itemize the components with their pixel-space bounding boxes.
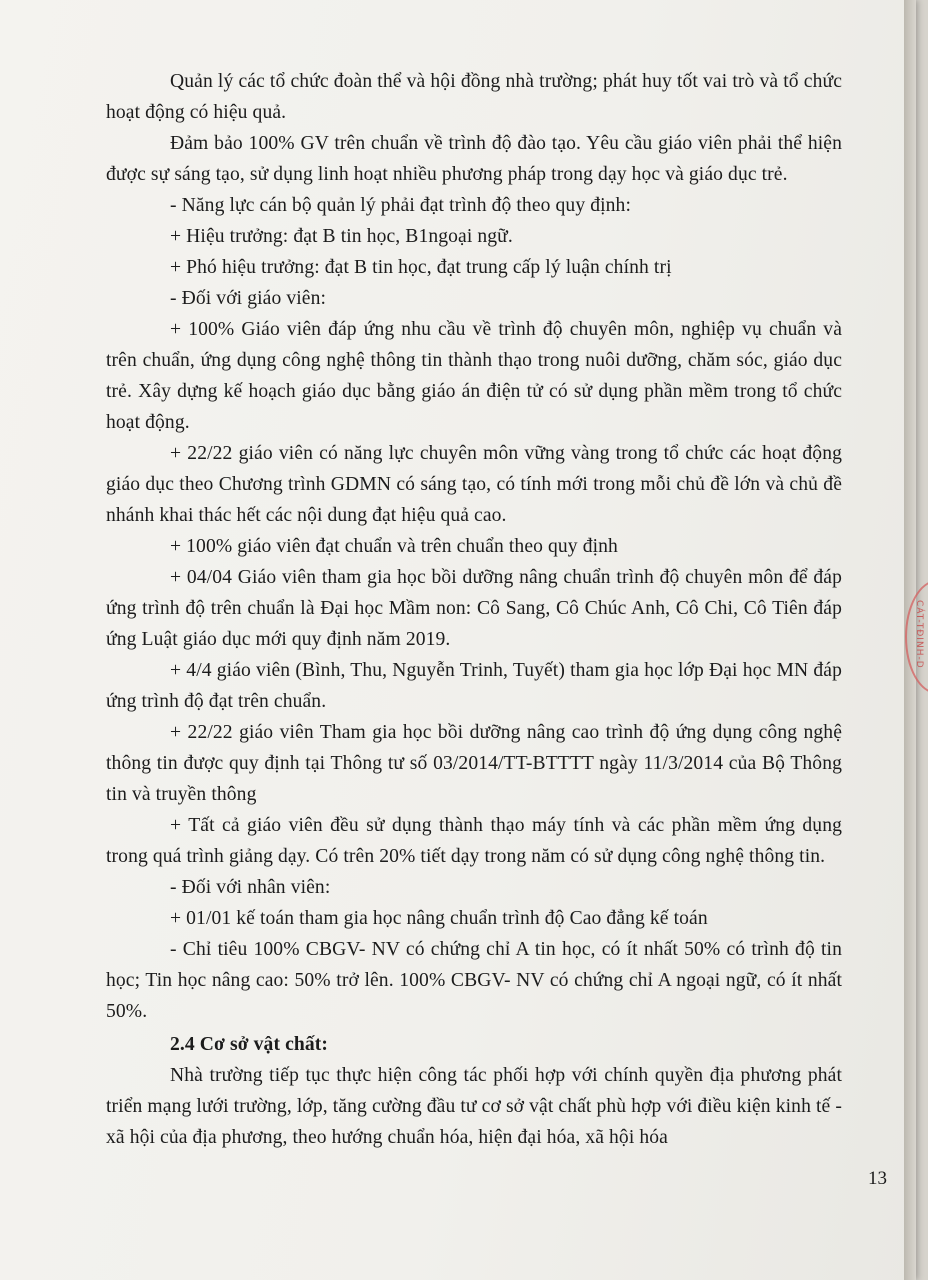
stamp-text: CÁT-TĐINH-D [914, 600, 924, 669]
paragraph: + Phó hiệu trưởng: đạt B tin học, đạt trung cấp lý luận chính trị [170, 257, 672, 278]
paragraph: Đảm bảo 100% GV trên chuẩn về trình độ đào tạo. Yêu cầu giáo viên phải thể hiện được sự sáng tạo, sử dụng linh hoạt nhiều phương pháp trong dạy học và giáo dục trẻ. [106, 133, 842, 185]
paragraph: Quản lý các tổ chức đoàn thể và hội đồng nhà trường; phát huy tốt vai trò và tổ chức hoạt động có hiệu quả. [106, 71, 842, 123]
paragraph: + 22/22 giáo viên có năng lực chuyên môn vững vàng trong tổ chức các hoạt động giáo dục theo Chương trình GDMN có sáng tạo, có tính mới trong mỗi chủ đề lớn và chủ đề nhánh khai thác hết các nội dung đạt hiệu quả cao. [106, 443, 842, 526]
paragraph: Nhà trường tiếp tục thực hiện công tác phối hợp với chính quyền địa phương phát triển mạng lưới trường, lớp, tăng cường đầu tư cơ sở vật chất phù hợp với điều kiện kinh tế - xã hội của địa phương, theo hướng chuẩn hóa, hiện đại hóa, xã hội hóa [106, 1065, 842, 1148]
paragraph: + 100% giáo viên đạt chuẩn và trên chuẩn theo quy định [170, 536, 618, 557]
paragraph: + Tất cả giáo viên đều sử dụng thành thạo máy tính và các phần mềm ứng dụng trong quá trình giảng dạy. Có trên 20% tiết dạy trong năm có sử dụng công nghệ thông tin. [106, 815, 842, 867]
paragraph: + 100% Giáo viên đáp ứng nhu cầu về trình độ chuyên môn, nghiệp vụ chuẩn và trên chuẩn, ứng dụng công nghệ thông tin thành thạo trong nuôi dưỡng, chăm sóc, giáo dục trẻ. Xây dựng kế hoạch giáo dục bằng giáo án điện tử có sử dụng phần mềm trong tổ chức hoạt động. [106, 319, 842, 433]
document-body [106, 66, 842, 1153]
paragraph: - Chỉ tiêu 100% CBGV- NV có chứng chỉ A tin học, có ít nhất 50% có trình độ tin học; Tin học nâng cao: 50% trở lên. 100% CBGV- NV có chứng chỉ A ngoại ngữ, có ít nhất 50%. [106, 939, 842, 1022]
paragraph: - Năng lực cán bộ quản lý phải đạt trình độ theo quy định: [170, 195, 631, 216]
paragraph: + 22/22 giáo viên Tham gia học bồi dưỡng nâng cao trình độ ứng dụng công nghệ thông tin được quy định tại Thông tư số 03/2014/TT-BTTTT ngày 11/3/2014 của Bộ Thông tin và truyền thông [106, 722, 842, 805]
page-number: 13 [868, 1168, 887, 1189]
paragraph: + 01/01 kế toán tham gia học nâng chuẩn trình độ Cao đẳng kế toán [170, 908, 708, 929]
paragraph: - Đối với nhân viên: [170, 877, 331, 898]
paragraph: + 4/4 giáo viên (Bình, Thu, Nguyễn Trinh, Tuyết) tham gia học lớp Đại học MN đáp ứng trình độ đạt trên chuẩn. [106, 660, 842, 712]
section-heading: 2.4 Cơ sở vật chất: [170, 1034, 329, 1055]
paragraph: - Đối với giáo viên: [170, 288, 327, 309]
paragraph: + Hiệu trưởng: đạt B tin học, B1ngoại ngữ. [170, 226, 513, 247]
paragraph: + 04/04 Giáo viên tham gia học bồi dưỡng nâng chuẩn trình độ chuyên môn để đáp ứng trình độ trên chuẩn là Đại học Mầm non: Cô Sang, Cô Chúc Anh, Cô Chi, Cô Tiên đáp ứng Luật giáo dục mới quy định năm 2019. [106, 567, 842, 650]
